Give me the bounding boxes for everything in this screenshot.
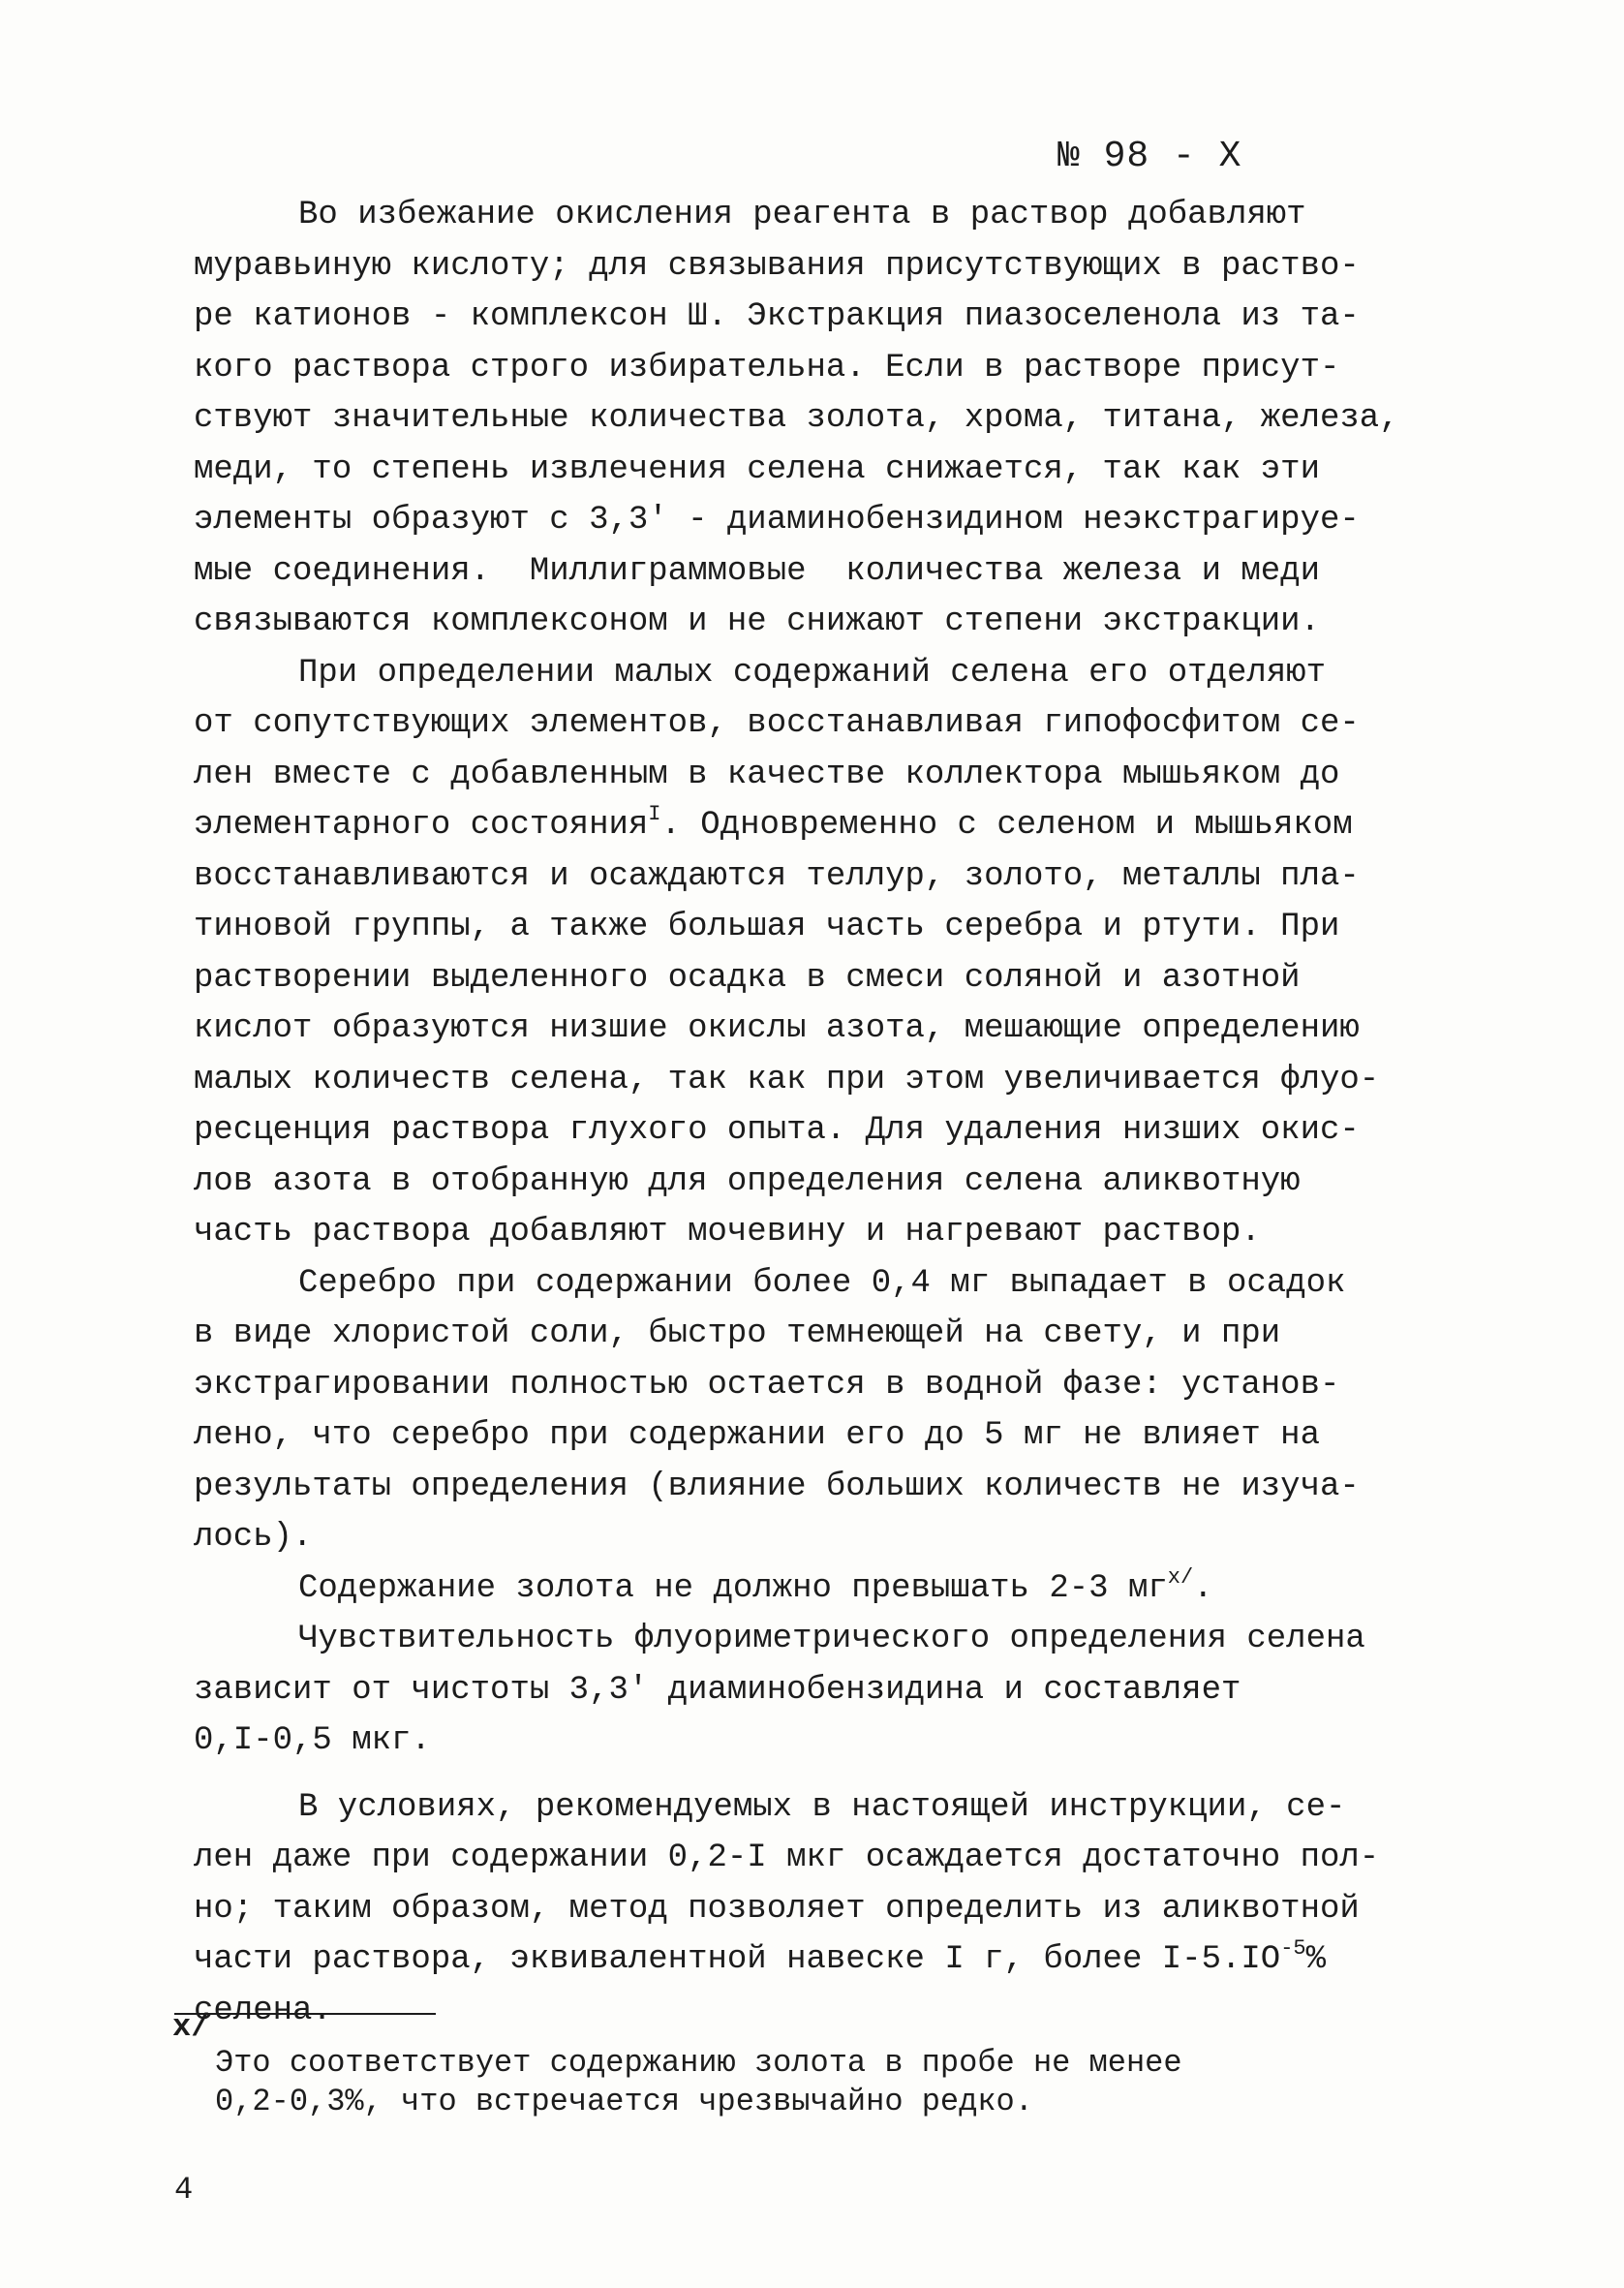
- paragraph-gap: [194, 1767, 1462, 1782]
- footnote-line: Это соответствует содержанию золота в пробе не менее: [215, 2045, 1182, 2081]
- text-segment: %: [1305, 1941, 1326, 1978]
- footnote-divider: [174, 2013, 436, 2015]
- text-line: лен даже при содержании 0,2-I мкг осаждается достаточно пол-: [194, 1840, 1380, 1876]
- footnote-mark: x/: [172, 2009, 210, 2045]
- paragraph-1: [194, 190, 1462, 648]
- page-reference: № 98 - X: [1057, 136, 1242, 177]
- text-line: При определении малых содержаний селена его отделяют: [298, 654, 1326, 692]
- text-line: лен вместе с добавленным в качестве коллектора мышьяком до: [194, 756, 1340, 793]
- text-line: кого раствора строго избирательна. Если в растворе присут-: [194, 349, 1340, 386]
- text-line: но; таким образом, метод позволяет определить из аликвотной: [194, 1890, 1360, 1928]
- text-line: Чувствительность флуориметрического определения селена: [298, 1621, 1365, 1657]
- text-line: В условиях, рекомендуемых в настоящей инструкции, се-: [298, 1788, 1346, 1826]
- text-line: часть раствора добавляют мочевину и нагревают раствор.: [194, 1214, 1261, 1251]
- text-line-with-reference: [194, 800, 1462, 851]
- text-line: результаты определения (влияние больших количеств не изуча-: [194, 1468, 1360, 1505]
- text-segment: элементарного состояния: [194, 807, 649, 844]
- text-line: в виде хлористой соли, быстро темнеющей на свету, и при: [194, 1315, 1281, 1352]
- text-line: Серебро при содержании более 0,4 мг выпадает в осадок: [298, 1264, 1346, 1302]
- text-line: Во избежание окисления реагента в раствор добавляют: [298, 197, 1306, 233]
- text-line: связываются комплексоном и не снижают степени экстракции.: [194, 603, 1320, 640]
- page-number: 4: [174, 2172, 194, 2208]
- text-line: ствуют значительные количества золота, хрома, титана, железа,: [194, 400, 1399, 437]
- text-line: малых количеств селена, так как при этом увеличивается флуо-: [194, 1061, 1380, 1098]
- text-line-with-exponent: [194, 1934, 1462, 1986]
- text-line: селена.: [194, 1992, 332, 2029]
- text-line: мые соединения. Миллиграммовые количества железа и меди: [194, 552, 1320, 590]
- text-line: элементы образуют с 3,3' - диаминобензидином неэкстрагируе-: [194, 502, 1360, 539]
- exponent-superscript: -5: [1280, 1936, 1306, 1961]
- text-line: кислот образуются низшие окислы азота, мешающие определению: [194, 1010, 1360, 1047]
- text-line: тиновой группы, а также большая часть серебра и ртути. При: [194, 909, 1340, 945]
- text-segment: Содержание золота не должно превышать 2-3 мг: [298, 1569, 1168, 1607]
- paragraph-3: [194, 1258, 1462, 1563]
- text-line: лено, что серебро при содержании его до 5 мг не влияет на: [194, 1417, 1320, 1454]
- text-line: меди, то степень извлечения селена снижается, так как эти: [194, 450, 1320, 488]
- text-line: 0,I-0,5 мкг.: [194, 1722, 431, 1759]
- text-line: лов азота в отобранную для определения селена аликвотную: [194, 1162, 1301, 1200]
- text-line: муравьиную кислоту; для связывания присутствующих в раство-: [194, 247, 1360, 285]
- body-text: [194, 190, 1462, 2036]
- text-line: от сопутствующих элементов, восстанавливая гипофосфитом се-: [194, 705, 1360, 742]
- text-line: ре катионов - комплексон Ш. Экстракция пиазоселенола из та-: [194, 298, 1360, 335]
- text-line: растворении выделенного осадка в смеси соляной и азотной: [194, 959, 1301, 997]
- text-line: лось).: [194, 1519, 313, 1556]
- text-line: ресценция раствора глухого опыта. Для удаления низших окис-: [194, 1112, 1360, 1149]
- footnote-reference: x/: [1167, 1564, 1194, 1590]
- text-line: зависит от чистоты 3,3' диаминобензидина и составляет: [194, 1671, 1241, 1709]
- text-segment: .: [1193, 1569, 1213, 1607]
- text-line: экстрагировании полностью остается в водной фазе: установ-: [194, 1366, 1340, 1404]
- text-segment: . Одновременно с селеном и мышьяком: [660, 807, 1353, 844]
- text-segment: части раствора, эквивалентной навеске I г, более I-5.IO: [194, 1941, 1281, 1978]
- paragraph-4: [194, 1563, 1462, 1615]
- text-line-with-footnote-ref: [194, 1563, 1462, 1615]
- paragraph-5: [194, 1614, 1462, 1767]
- text-line: восстанавливаются и осаждаются теллур, золото, металлы пла-: [194, 857, 1360, 895]
- footnote: [215, 2044, 1464, 2121]
- paragraph-6: [194, 1782, 1462, 2037]
- reference-superscript: I: [648, 802, 661, 826]
- footnote-line: 0,2-0,3%, что встречается чрезвычайно редко.: [215, 2084, 1033, 2119]
- paragraph-2: [194, 648, 1462, 1258]
